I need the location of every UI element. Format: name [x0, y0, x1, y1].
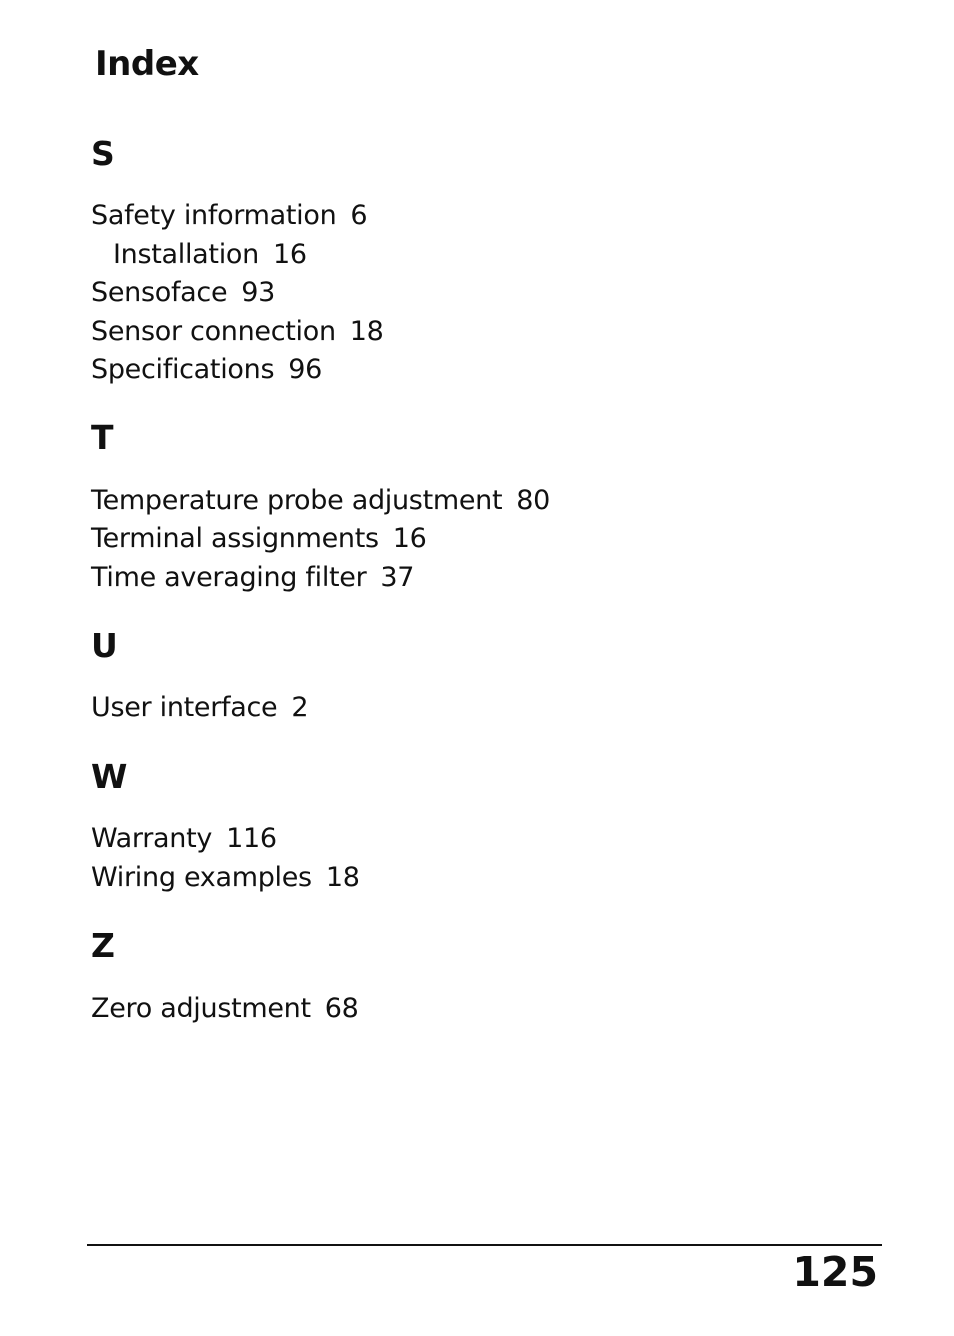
index-page-ref: 96 — [288, 354, 322, 385]
index-term: Specifications — [91, 354, 275, 385]
page-number: 125 — [792, 1248, 878, 1296]
index-term: Installation — [113, 239, 259, 270]
index-page-ref: 18 — [325, 862, 360, 893]
index-entry — [91, 694, 308, 721]
index-term: Wiring examples — [91, 862, 312, 893]
index-page-ref: 116 — [226, 823, 277, 854]
index-term: Sensor connection — [91, 316, 336, 347]
index-entry — [91, 356, 322, 383]
index-term: Warranty — [91, 823, 213, 854]
index-page-ref: 2 — [291, 692, 309, 723]
page-title: Index — [95, 44, 199, 84]
section-letter-z: Z — [91, 926, 115, 965]
index-entry — [91, 202, 367, 229]
index-page-ref: 68 — [324, 993, 359, 1024]
footer-divider — [87, 1244, 882, 1246]
index-entry — [91, 487, 550, 514]
index-entry — [91, 864, 360, 891]
section-letter-t: T — [91, 418, 114, 457]
index-term: Time averaging filter — [91, 562, 367, 593]
index-term: User interface — [91, 692, 278, 723]
index-term: Temperature probe adjustment — [91, 485, 503, 516]
section-letter-u: U — [91, 626, 118, 665]
index-entry — [91, 995, 359, 1022]
index-page-ref: 93 — [241, 277, 276, 308]
index-term: Terminal assignments — [91, 523, 379, 554]
index-entry — [91, 564, 414, 591]
section-letter-w: W — [91, 757, 128, 796]
index-entry — [91, 825, 277, 852]
index-term: Zero adjustment — [91, 993, 311, 1024]
index-page-ref: 16 — [272, 239, 307, 270]
index-page-ref: 80 — [516, 485, 551, 516]
index-entry — [91, 279, 275, 306]
index-subentry — [113, 241, 307, 268]
index-entry — [91, 318, 384, 345]
index-term: Safety information — [91, 200, 337, 231]
index-page-ref: 37 — [380, 562, 415, 593]
index-entry — [91, 525, 427, 552]
index-term: Sensoface — [91, 277, 228, 308]
index-page-ref: 18 — [349, 316, 384, 347]
index-page-ref: 16 — [392, 523, 427, 554]
index-page-ref: 6 — [350, 200, 368, 231]
section-letter-s: S — [91, 134, 115, 173]
